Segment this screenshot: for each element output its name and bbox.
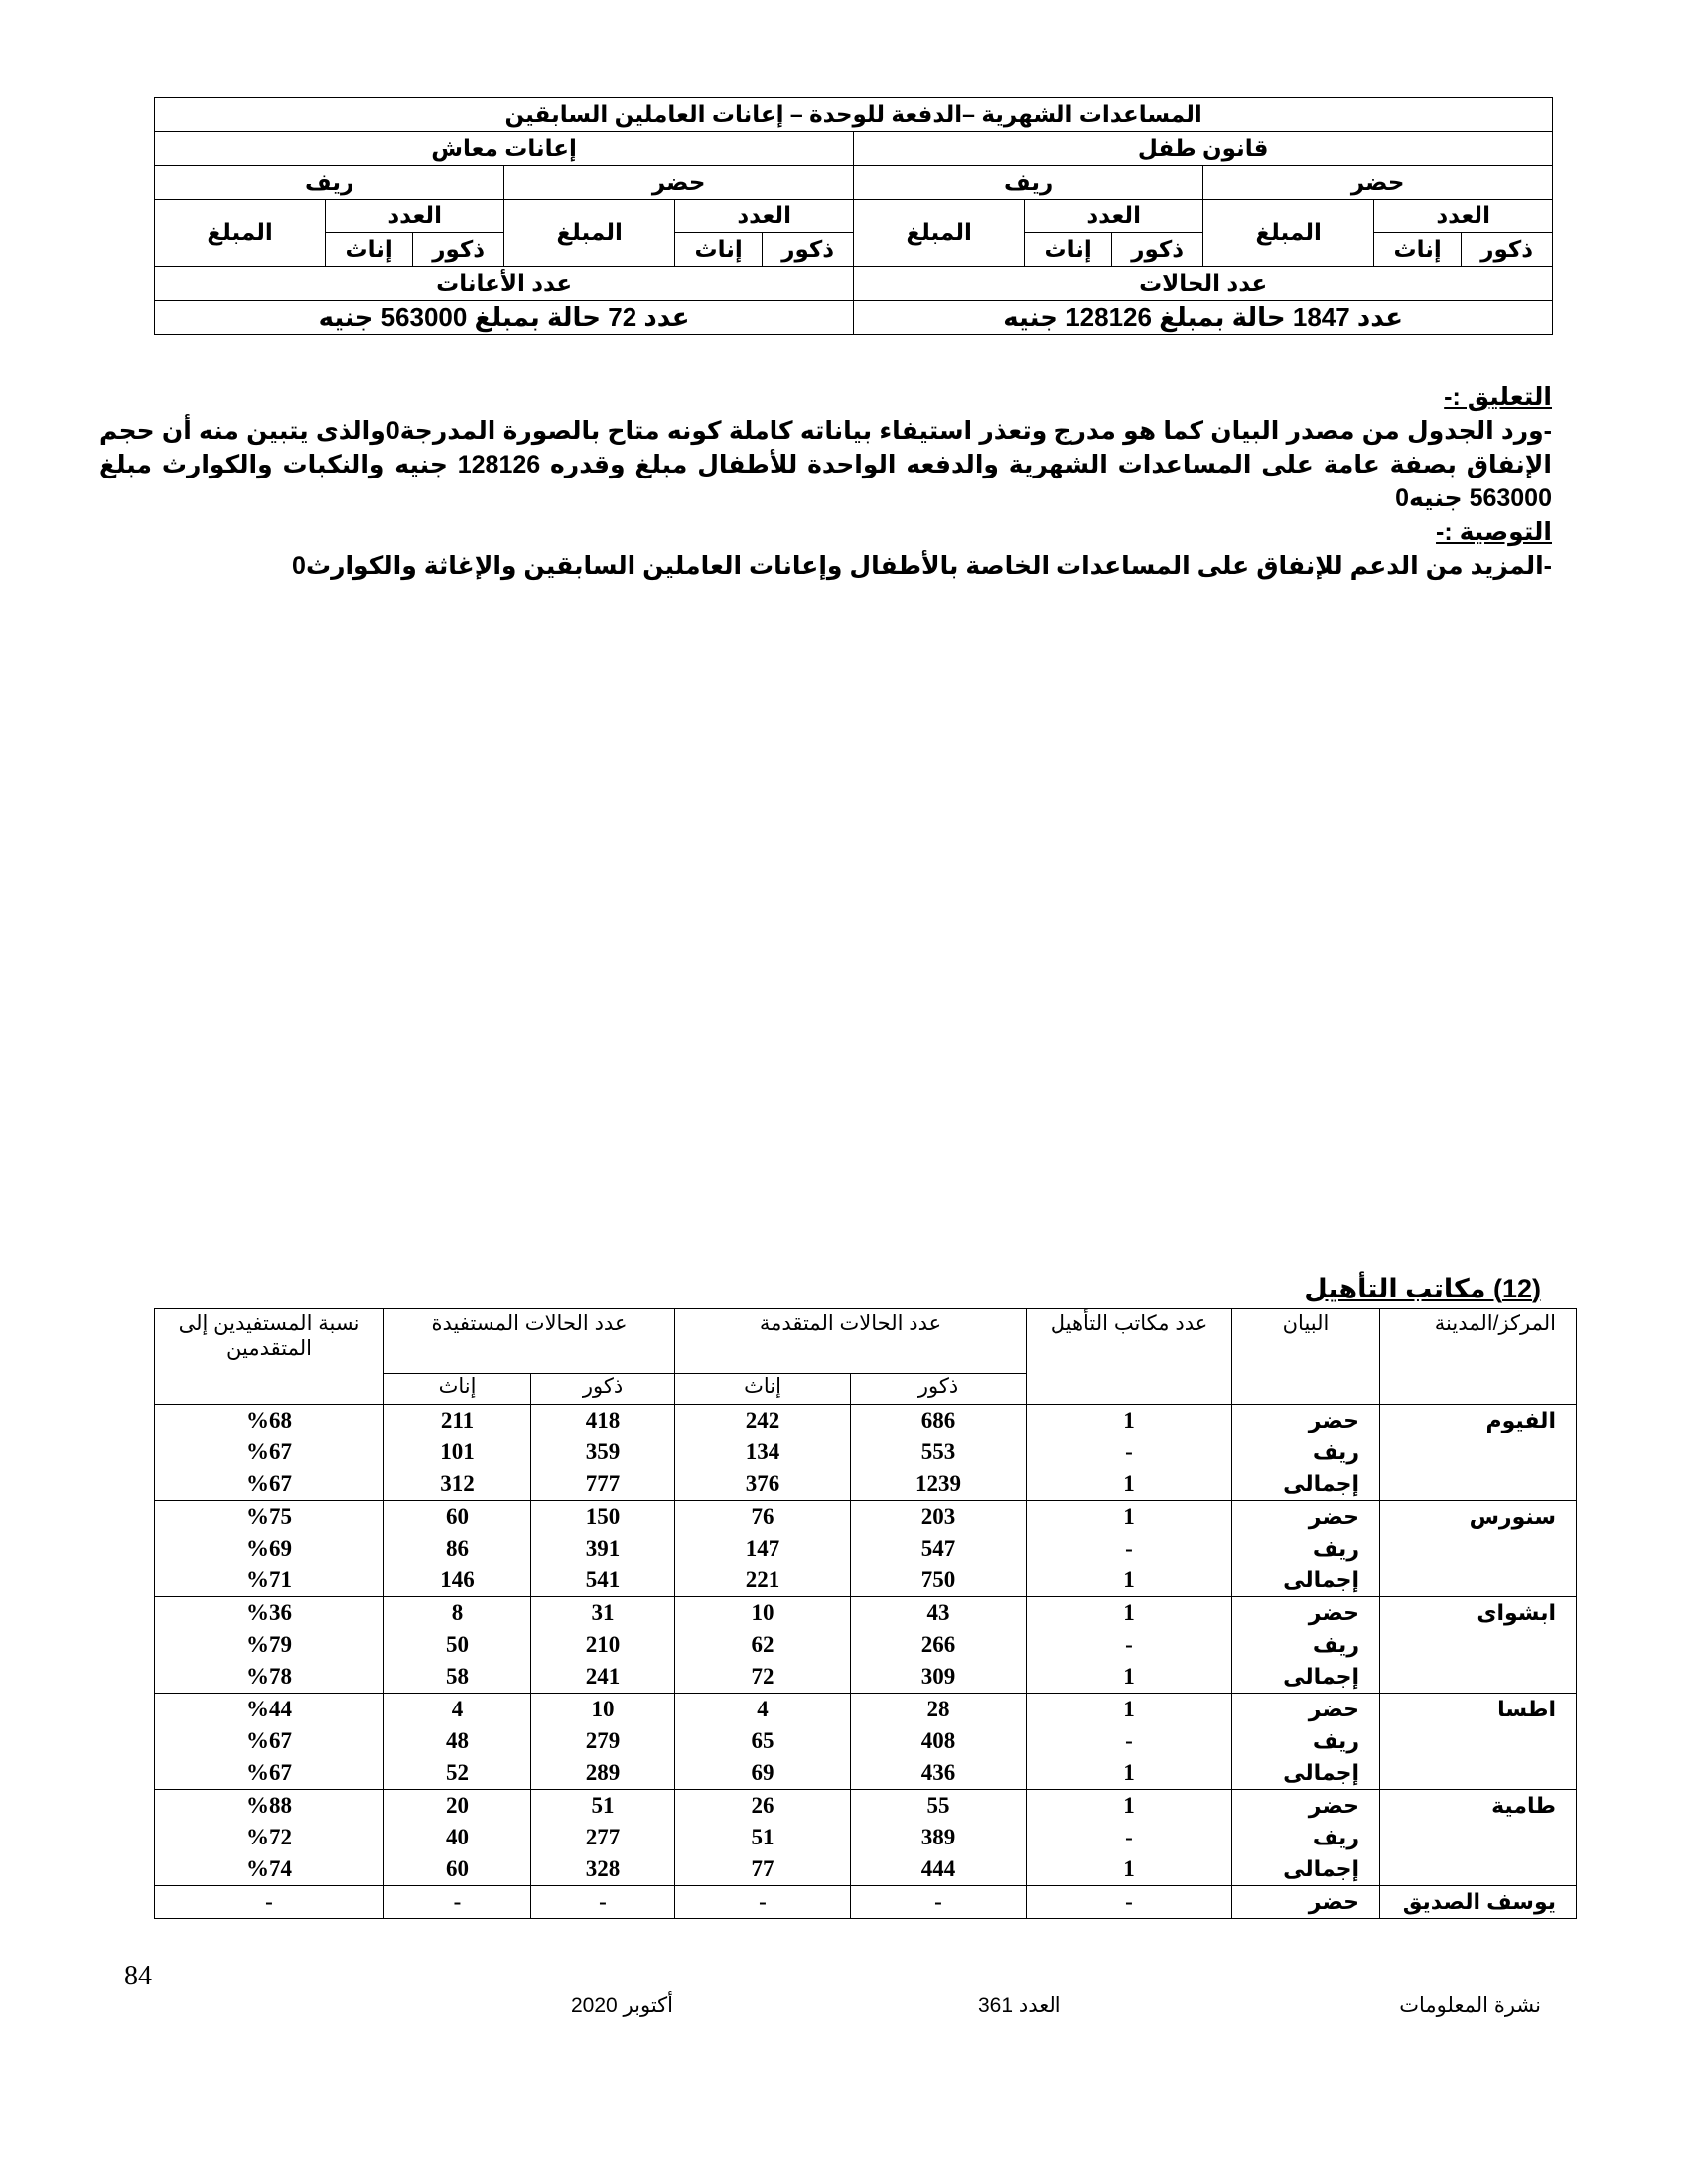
statement-value: إجمالى [1283,1568,1359,1592]
benefited-header: عدد الحالات المستفيدة [384,1309,675,1374]
applied-females-cell [675,1405,851,1501]
applied-females-value: - [759,1889,767,1914]
statement-cell [1232,1790,1380,1886]
offices-value: 1 [1123,1471,1135,1496]
table-row [155,1501,1577,1597]
footer-date: أكتوبر 2020 [571,1994,674,2017]
commentary [99,380,1552,583]
benefited-females-cell [384,1694,531,1790]
benefited-females-cell [384,1405,531,1501]
statement-value: حضر [1308,1889,1359,1914]
recommendation-heading: التوصية :- [1436,518,1552,546]
child-urban-header: حضر [1203,166,1553,200]
applied-females-value: 76 [751,1504,774,1529]
applied-females-value: 221 [745,1568,780,1592]
benefited-females-cell [384,1501,531,1597]
pensions-value: عدد 72 حالة بمبلغ 563000 جنيه [155,301,854,335]
monthly-aid-title: المساعدات الشهرية –الدفعة للوحدة – إعانات العاملين السابقين [155,98,1553,132]
statement-cell [1232,1886,1380,1919]
statement-value: إجمالى [1283,1760,1359,1785]
benefited-males-value: 277 [585,1825,621,1849]
ratio-value: %88 [246,1793,292,1818]
statement-value: حضر [1308,1697,1359,1721]
offices-cell [1027,1790,1232,1886]
statement-value: إجمالى [1283,1664,1359,1689]
table-row [155,1405,1577,1501]
ratio-value: %69 [246,1536,292,1561]
females-header: إناث [326,233,413,267]
benefited-females-value: 312 [440,1471,475,1496]
benefited-males-value: 289 [585,1760,621,1785]
offices-value: 1 [1123,1856,1135,1881]
applied-females-value: 147 [745,1536,780,1561]
recommendation-text: -المزيد من الدعم للإنفاق على المساعدات الخاصة بالأطفال وإعانات العاملين السابقين والإغاثة والكوارث0 [292,552,1552,580]
statement-cell [1232,1501,1380,1597]
applied-females-value: 77 [751,1856,774,1881]
males-header: ذكور [1462,233,1553,267]
applied-females-cell [675,1694,851,1790]
offices-value: - [1125,1536,1133,1561]
amount-header: المبلغ [155,200,326,267]
ratio-value: %75 [246,1504,292,1529]
applied-females-value: 376 [745,1471,780,1496]
statement-value: إجمالى [1283,1471,1359,1496]
offices-value: 1 [1123,1664,1135,1689]
applied-females-cell [675,1790,851,1886]
offices-value: 1 [1123,1408,1135,1433]
benefited-females-value: 60 [446,1504,469,1529]
cases-value: عدد 1847 حالة بمبلغ 128126 جنيه [854,301,1553,335]
statement-header: البيان [1232,1309,1380,1405]
applied-females-value: 51 [751,1825,774,1849]
statement-value: ريف [1312,1536,1359,1561]
applied-males-value: 436 [920,1760,956,1785]
applied-females-value: 4 [757,1697,769,1721]
statement-value: حضر [1308,1600,1359,1625]
applied-males-value: 266 [920,1632,956,1657]
pension-rural-header: ريف [155,166,504,200]
ratio-value: %36 [246,1600,292,1625]
offices-value: - [1125,1439,1133,1464]
offices-value: 1 [1123,1793,1135,1818]
benefited-males-value: 31 [591,1600,615,1625]
amount-header: المبلغ [504,200,675,267]
applied-males-value: 389 [920,1825,956,1849]
applied-females-value: 134 [745,1439,780,1464]
center-name-text: سنورس [1469,1504,1556,1529]
statement-cell [1232,1694,1380,1790]
offices-value: 1 [1123,1760,1135,1785]
applied-females-cell [675,1597,851,1694]
table-row [155,1790,1577,1886]
center-name-text: اطسا [1497,1697,1556,1721]
benefited-males-cell [531,1597,675,1694]
footer-publication: نشرة المعلومات [1399,1994,1541,2017]
offices-value: - [1125,1728,1133,1753]
benefited-females-cell [384,1790,531,1886]
statement-value: حضر [1308,1793,1359,1818]
center-name [1380,1597,1577,1694]
center-name-text: طامية [1491,1793,1556,1818]
amount-header: المبلغ [1203,200,1374,267]
group-pensions: إعانات معاش [155,132,854,166]
benefited-females-value: 50 [446,1632,469,1657]
amount-header: المبلغ [854,200,1025,267]
count-header: العدد [326,200,504,233]
ratio-value: %78 [246,1664,292,1689]
benefited-females-value: 146 [440,1568,475,1592]
center-name-text: الفيوم [1485,1408,1556,1433]
benefited-males-cell [531,1405,675,1501]
center-name-text: يوسف الصديق [1402,1889,1556,1914]
applied-females-cell [675,1501,851,1597]
applied-header: عدد الحالات المتقدمة [675,1309,1027,1374]
offices-cell [1027,1501,1232,1597]
ratio-value: %72 [246,1825,292,1849]
offices-header: عدد مكاتب التأهيل [1027,1309,1232,1405]
ratio-cell [155,1694,384,1790]
cases-label: عدد الحالات [854,267,1553,301]
applied-males-value: 408 [920,1728,956,1753]
benefited-males-cell [531,1886,675,1919]
applied-females-value: 242 [745,1408,780,1433]
males-header: ذكور [763,233,854,267]
comment-text: -ورد الجدول من مصدر البيان كما هو مدرج وتعذر استيفاء بياناته كاملة كونه متاح بالصورة المدرجة0والذى يتبين منه أن حجم الإنفاق بصفة عامة على المساعدات الشهرية والدفعه الواحدة للأطفال مبلغ وقدره 128126 جنيه والنكبات والكوارث مبلغ 563000 جنيه0 [99,417,1552,512]
applied-females-value: 72 [751,1664,774,1689]
center-name [1380,1405,1577,1501]
ratio-value: - [265,1889,273,1914]
benefited-females-value: 4 [451,1697,464,1721]
statement-value: حضر [1308,1408,1359,1433]
ratio-value: %74 [246,1856,292,1881]
females-header: إناث [1025,233,1112,267]
ratio-value: %67 [246,1760,292,1785]
offices-value: 1 [1123,1504,1135,1529]
offices-cell [1027,1597,1232,1694]
ratio-value: %71 [246,1568,292,1592]
benefited-males-value: 418 [585,1408,621,1433]
center-name [1380,1694,1577,1790]
benefited-females-cell [384,1597,531,1694]
benefited-males-value: 150 [585,1504,621,1529]
table-row [155,1886,1577,1919]
benefited-males-value: 328 [585,1856,621,1881]
applied-males-value: 444 [920,1856,956,1881]
applied-males-value: 309 [920,1664,956,1689]
benefited-males-value: 279 [585,1728,621,1753]
benefited-females-value: 8 [451,1600,464,1625]
benefited-females-value: 48 [446,1728,469,1753]
ratio-header: نسبة المستفيدين إلى المتقدمين [155,1309,384,1405]
benefited-males-value: 541 [585,1568,621,1592]
statement-value: ريف [1312,1825,1359,1849]
benefited-females-value: 58 [446,1664,469,1689]
offices-cell [1027,1886,1232,1919]
benefited-males-value: 777 [585,1471,621,1496]
statement-value: ريف [1312,1439,1359,1464]
benefited-females-value: 101 [440,1439,475,1464]
benefited-females-header: إناث [384,1374,531,1405]
statement-value: حضر [1308,1504,1359,1529]
center-name [1380,1886,1577,1919]
applied-males-value: 203 [920,1504,956,1529]
benefited-females-value: - [453,1889,462,1914]
applied-females-value: 26 [751,1793,774,1818]
statement-value: ريف [1312,1728,1359,1753]
applied-females-cell [675,1886,851,1919]
applied-males-cell [851,1501,1027,1597]
rehab-offices-title: (12) مكاتب التأهيل [1304,1274,1541,1303]
statement-cell [1232,1405,1380,1501]
benefited-males-value: 10 [591,1697,615,1721]
comment-heading: التعليق :- [1444,383,1552,411]
benefited-females-value: 20 [446,1793,469,1818]
table-row [155,1597,1577,1694]
ratio-cell [155,1886,384,1919]
applied-males-value: 547 [920,1536,956,1561]
benefited-females-value: 52 [446,1760,469,1785]
benefited-males-header: ذكور [531,1374,675,1405]
males-header: ذكور [1112,233,1203,267]
offices-value: 1 [1123,1697,1135,1721]
center-header: المركز/المدينة [1380,1309,1577,1405]
benefited-females-cell [384,1886,531,1919]
applied-females-value: 62 [751,1632,774,1657]
benefited-males-cell [531,1790,675,1886]
benefited-females-value: 211 [440,1408,475,1433]
females-header: إناث [675,233,763,267]
applied-males-value: - [934,1889,942,1914]
offices-value: 1 [1123,1600,1135,1625]
females-header: إناث [1374,233,1462,267]
applied-females-header: إناث [675,1374,851,1405]
offices-value: - [1125,1889,1133,1914]
offices-cell [1027,1694,1232,1790]
benefited-males-value: 391 [585,1536,621,1561]
ratio-value: %67 [246,1471,292,1496]
ratio-cell [155,1597,384,1694]
males-header: ذكور [413,233,504,267]
center-name [1380,1501,1577,1597]
applied-males-cell [851,1405,1027,1501]
ratio-value: %79 [246,1632,292,1657]
offices-value: - [1125,1632,1133,1657]
statement-cell [1232,1597,1380,1694]
applied-males-value: 553 [920,1439,956,1464]
benefited-females-value: 86 [446,1536,469,1561]
benefited-males-cell [531,1694,675,1790]
ratio-value: %68 [246,1408,292,1433]
applied-males-header: ذكور [851,1374,1027,1405]
child-rural-header: ريف [854,166,1203,200]
monthly-aid-table [154,97,1553,335]
statement-value: ريف [1312,1632,1359,1657]
page-number: 84 [124,1961,152,1991]
applied-males-cell [851,1790,1027,1886]
benefited-males-value: 210 [585,1632,621,1657]
ratio-cell [155,1405,384,1501]
count-header: العدد [1374,200,1553,233]
pensions-label: عدد الأعانات [155,267,854,301]
pension-urban-header: حضر [504,166,854,200]
benefited-females-value: 40 [446,1825,469,1849]
offices-value: 1 [1123,1568,1135,1592]
ratio-value: %44 [246,1697,292,1721]
statement-value: إجمالى [1283,1856,1359,1881]
benefited-males-value: 359 [585,1439,621,1464]
group-child-law: قانون طفل [854,132,1553,166]
applied-females-value: 69 [751,1760,774,1785]
applied-males-value: 55 [926,1793,950,1818]
table-row [155,1694,1577,1790]
applied-males-value: 28 [926,1697,950,1721]
benefited-males-value: - [599,1889,607,1914]
applied-males-cell [851,1886,1027,1919]
applied-females-value: 10 [751,1600,774,1625]
footer-issue: العدد 361 [978,1994,1061,2017]
benefited-females-value: 60 [446,1856,469,1881]
offices-cell [1027,1405,1232,1501]
applied-males-value: 750 [920,1568,956,1592]
applied-males-cell [851,1694,1027,1790]
rehab-offices-table [154,1308,1577,1919]
benefited-males-cell [531,1501,675,1597]
center-name [1380,1790,1577,1886]
applied-females-value: 65 [751,1728,774,1753]
ratio-cell [155,1501,384,1597]
ratio-cell [155,1790,384,1886]
count-header: العدد [1025,200,1203,233]
ratio-value: %67 [246,1728,292,1753]
offices-value: - [1125,1825,1133,1849]
center-name-text: ابشواى [1477,1600,1556,1625]
ratio-value: %67 [246,1439,292,1464]
applied-males-cell [851,1597,1027,1694]
applied-males-value: 686 [920,1408,956,1433]
benefited-males-value: 241 [585,1664,621,1689]
benefited-males-value: 51 [591,1793,615,1818]
count-header: العدد [675,200,854,233]
applied-males-value: 43 [926,1600,950,1625]
applied-males-value: 1239 [915,1471,961,1496]
